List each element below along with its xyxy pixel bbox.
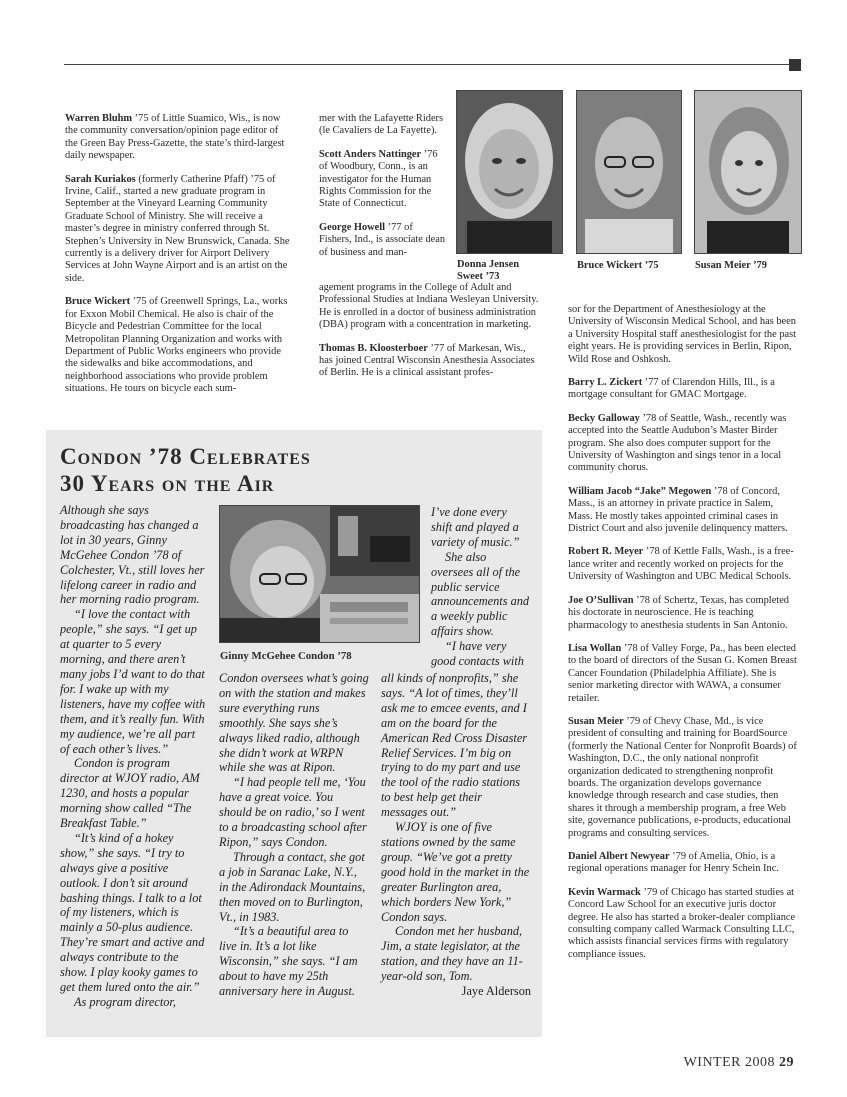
- alumni-name: Daniel Albert Newyear: [568, 851, 670, 862]
- story-paragraph: “It’s a beautiful area to live in. It’s a lot like Wisconsin,” she says. “I am about to have my 25th anniversary here in August.: [219, 924, 358, 999]
- headline-line-1: Condon ’78 Celebrates: [60, 444, 311, 469]
- folio-season: WINTER 2008: [683, 1055, 775, 1070]
- sidebar-headline: [60, 443, 540, 497]
- class-note: [319, 343, 539, 380]
- photo-donna-jensen-sweet: [456, 90, 563, 254]
- sidebar-column-3: [381, 671, 531, 999]
- note-text: ’77 of Clarendon Hills, Ill., is a mortgage consultant for GMAC Mortgage.: [568, 377, 775, 401]
- story-signature: Jaye Alderson: [461, 984, 531, 999]
- caption-ginny-mcgehee-condon: Ginny McGehee Condon ’78: [220, 650, 352, 662]
- alumni-name: Bruce Wickert: [65, 296, 131, 308]
- sidebar-column-3-top: [431, 505, 531, 669]
- photo-bruce-wickert: [576, 90, 682, 254]
- story-paragraph: I’ve done every shift and played a variety of music.”: [431, 505, 520, 549]
- note-text: ’78 of Concord, Mass., is an attorney in private practice in Salem, Mass. He mostly takes appointed criminal cases in District Court and also juvenile delinquency matters.: [568, 485, 788, 535]
- alumni-name: William Jacob “Jake” Megowen: [568, 485, 712, 497]
- story-paragraph: WJOY is one of five stations owned by the same group. “We’ve got a pretty good hold in the market in the greater Burlington area, which borders New York,” Condon says.: [381, 820, 530, 924]
- class-note: [568, 304, 800, 366]
- class-note: [65, 174, 293, 286]
- class-notes-column-1: [65, 113, 293, 407]
- story-paragraph: “I love the contact with people,” she says. “I get up at quarter to 5 every morning, and there aren’t many jobs I’d want to do that for. I wake up with my listeners, have my coffee with them, and it’s really fun. With my audience, we’re all part of each other’s lives.”: [60, 607, 206, 756]
- caption-bruce-wickert: Bruce Wickert ’75: [577, 260, 659, 271]
- note-text: ’78 of Seattle, Wash., recently was accepted into the Seattle Audubon’s Master Birder program. She also does computer support for the University of Washington and sings tenor in a local community chorus.: [568, 412, 787, 474]
- sidebar-column-2: [219, 671, 369, 999]
- note-text: ’79 of Chicago has started studies at Concord Law School for an executive juris doctor degree. He also has started a broker-dealer compliance consulting company called Warmack Consulting LLC, which assists financial services firms with regulatory compliance issues.: [568, 886, 796, 960]
- story-paragraph: Through a contact, she got a job in Saranac Lake, N.Y., in the Adirondack Mountains, then moved on to Burlington, Vt., in 1983.: [219, 849, 366, 924]
- top-rule-square: [789, 59, 801, 71]
- class-note: [319, 222, 447, 259]
- alumni-name: Sarah Kuriakos: [65, 173, 136, 185]
- folio-page-number: 29: [779, 1055, 794, 1070]
- class-note: [568, 887, 800, 961]
- note-text: agement programs in the College of Adult and Professional Studies at Indiana Wesleyan University. He is enrolled in a doctor of business administration (DBA) program with a concentration in marketing.: [319, 282, 539, 331]
- class-note: [319, 282, 539, 332]
- note-text: ’75 of Greenwell Springs, La., works for Exxon Mobil Chemical. He also is chair of the Bicycle and Pedestrian Committee for the local Metropolitan Planning Organization and works with Department of Public Works engineers who provide the sidewalks and bike accommodations, and neighborhood associations who provide problem situations. He tours on bicycle each sum-: [65, 296, 288, 395]
- note-text: ’76 of Woodbury, Conn., is an investigator for the Human Rights Commission for the State of Connecticut.: [319, 148, 438, 210]
- class-notes-column-2-top: [319, 113, 447, 270]
- photo-susan-meier: [694, 90, 802, 254]
- headline-line-2: 30 Years on the Air: [60, 471, 275, 496]
- note-text: ’79 of Amelia, Ohio, is a regional operations manager for Henry Schein Inc.: [568, 851, 779, 875]
- class-note: [319, 149, 447, 211]
- class-note: [568, 413, 800, 475]
- note-text: ’75 of Little Suamico, Wis., is now the community conversation/opinion page editor of the Green Bay Press-Gazette, the state’s third-largest daily newspaper.: [65, 113, 285, 162]
- story-paragraph: As program director,: [74, 994, 176, 1009]
- alumni-name: Thomas B. Kloosterboer: [319, 342, 428, 354]
- alumni-name: Kevin Warmack: [568, 886, 641, 898]
- note-text: ’77 of Fishers, Ind., is associate dean of business and man-: [319, 221, 446, 258]
- class-note: [568, 716, 800, 840]
- story-paragraph: Condon is program director at WJOY radio, AM 1230, and hosts a popular morning show called “The Breakfast Table.”: [60, 756, 200, 831]
- story-paragraph: She also oversees all of the public service announcements and a weekly public affairs show.: [431, 549, 530, 639]
- top-rule: [64, 64, 790, 65]
- alumni-name: Susan Meier: [568, 715, 624, 727]
- note-text: ’79 of Chevy Chase, Md., is vice president of consulting and training for BoardSource (formerly the National Center for Nonprofit Boards) of Washington, D.C., the only national nonprofit organization dedicated to strengthening nonprofit boards. The organization develops governance knowledge through research and case studies, then shares it through a membership program, a free Web site, governance publications, e-products, educational programs and consulting services.: [568, 715, 797, 839]
- note-text: sor for the Department of Anesthesiology at the University of Wisconsin Medical School, and has been a University Hospital staff anesthesiologist for the past eight years. He is providing services in Berlin, Ripon, Wild Rose and Oshkosh.: [568, 304, 797, 365]
- story-paragraph: “I have very good contacts with: [431, 639, 524, 669]
- alumni-name: George Howell: [319, 221, 386, 233]
- alumni-name: Robert R. Meyer: [568, 546, 644, 558]
- alumni-name: Joe O’Sullivan: [568, 594, 634, 606]
- caption-donna-jensen-sweet: Donna Jensen Sweet ’73: [457, 259, 520, 282]
- story-paragraph: Condon oversees what’s going on with the station and makes sure everything runs smoothly. She says she’s always liked radio, although she didn’t work at WRPN while she was at Ripon.: [219, 671, 369, 775]
- alumni-name: Becky Galloway: [568, 412, 640, 424]
- class-note: [568, 851, 800, 876]
- class-note: [319, 113, 447, 138]
- story-paragraph: Although she says broadcasting has changed a lot in 30 years, Ginny McGehee Condon ’78 of Colchester, Vt., still loves her lifelong career in radio and her morning radio program.: [60, 503, 205, 607]
- note-text: (formerly Catherine Pfaff) ’75 of Irvine, Calif., started a new graduate program in September at the Vineyard Learning Community Graduate School of Ministry. She will receive a master’s degree in ministry conferred through St. Stephen’s University in New Brunswick, Canada. She currently is a delivery driver for Airport Delivery Services at John Wayne Airport and is an artist on the side.: [65, 173, 290, 284]
- note-text: ’78 of Kettle Falls, Wash., is a free-lance writer and recently worked on projects for the University of Washington and UBC Medical Schools.: [568, 546, 794, 583]
- class-notes-column-3-top: [568, 304, 800, 377]
- sidebar-column-1: [60, 503, 206, 1010]
- story-paragraph: “It’s kind of a hokey show,” she says. “I try to always give a positive outlook. I don’t sit around bashing things. I talk to a lot of my listeners, which is mainly a 50-plus audience. They’re smart and active and always contribute to the show. I play kooky games to get them lured onto the air.”: [60, 830, 205, 994]
- class-note: [568, 377, 800, 402]
- alumni-name: Lisa Wollan: [568, 642, 622, 654]
- alumni-name: Warren Bluhm: [65, 113, 133, 124]
- alumni-name: Scott Anders Nattinger: [319, 148, 422, 160]
- story-paragraph: “I had people tell me, ‘You have a great voice. You should be on radio,’ so I went to a broadcasting school after Ripon,” says Condon.: [219, 775, 367, 849]
- photo-ginny-mcgehee-condon: [219, 505, 420, 643]
- caption-susan-meier: Susan Meier ’79: [695, 260, 767, 271]
- class-notes-column-2-bottom: [319, 282, 539, 391]
- page-folio: [684, 1055, 794, 1071]
- note-text: ’78 of Schertz, Texas, has completed his doctorate in neuroscience. He is teaching pharmacology to anesthesia students in San Antonio.: [568, 594, 789, 631]
- class-note: [65, 113, 293, 163]
- class-note: [568, 546, 800, 583]
- class-note: [568, 486, 800, 536]
- note-text: ’77 of Markesan, Wis., has joined Central Wisconsin Anesthesia Associates of Berlin. He is a clinical assistant profes-: [319, 342, 535, 379]
- note-text: mer with the Lafayette Riders (le Cavaliers de La Fayette).: [319, 113, 444, 137]
- story-paragraph: Condon met her husband, Jim, a state legislator, at the station, and they have an 11-year-old son, Tom.: [381, 924, 523, 984]
- alumni-name: Barry L. Zickert: [568, 377, 643, 388]
- class-note: [65, 296, 293, 395]
- story-paragraph: all kinds of nonprofits,” she says. “A lot of times, they’ll ask me to emcee events, and I am on the board for the American Red Cross Disaster Relief Services. I’m big on trying to do my part and use the tool of the radio stations to best help get their messages out.”: [381, 671, 528, 820]
- class-note: [568, 595, 800, 632]
- class-notes-column-3: [568, 377, 800, 972]
- class-note: [568, 643, 800, 705]
- note-text: ’78 of Valley Forge, Pa., has been elected to the board of directors of the Susan G. Komen Breast Cancer Foundation (Philadelphia Affiliate). She is senior marketing director with WAWA, a consumer retailer.: [568, 642, 797, 704]
